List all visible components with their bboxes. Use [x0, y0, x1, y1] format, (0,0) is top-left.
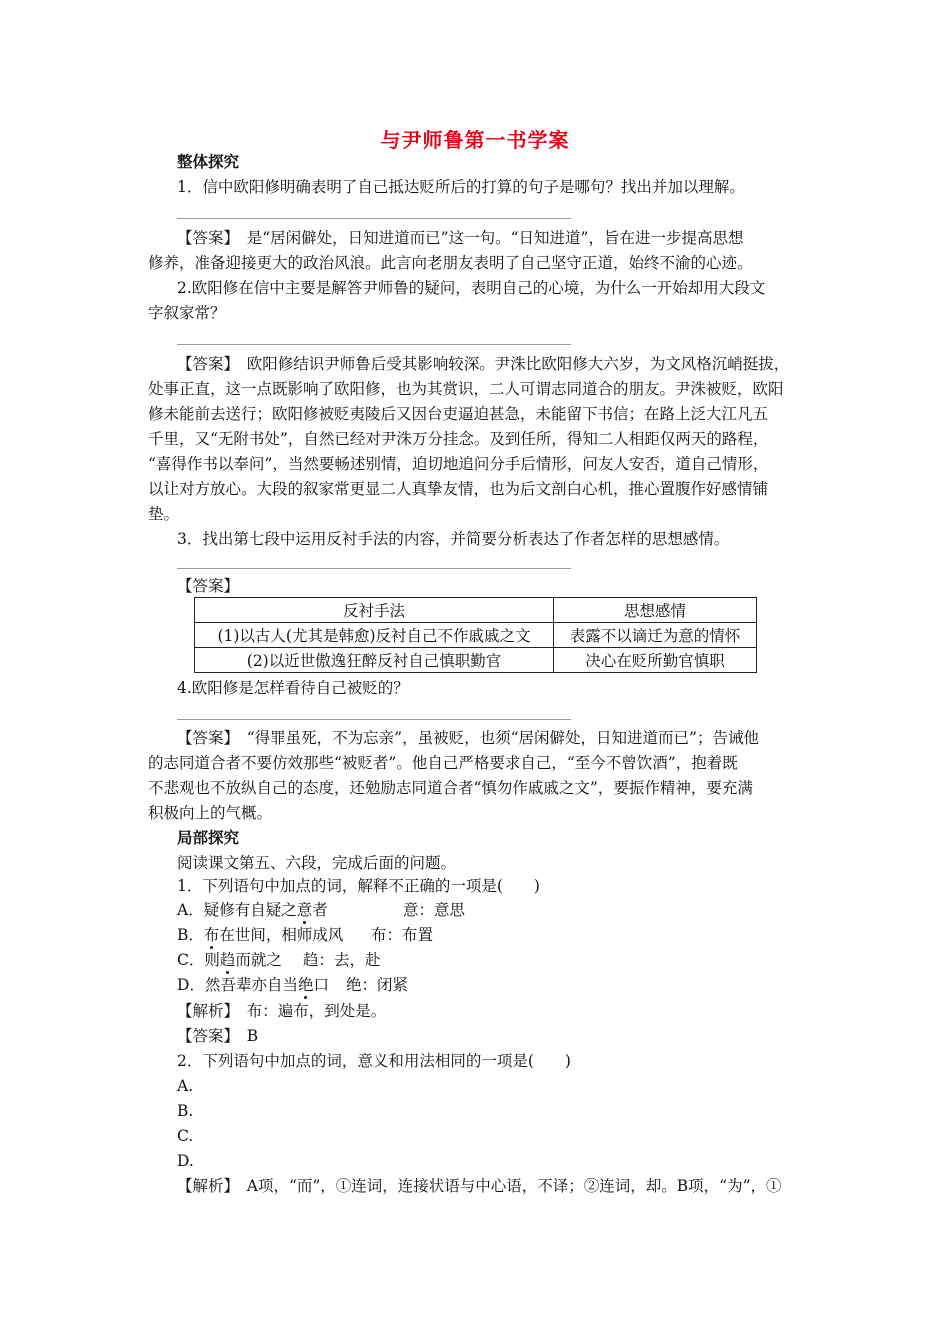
- option-b-gloss: 布：布置: [371, 926, 434, 944]
- option-a: [177, 900, 328, 920]
- option-label: A.: [177, 1077, 194, 1095]
- question-2-line: 字叙家常？: [148, 304, 226, 322]
- option-c-gloss: 趋：去，赴: [303, 951, 381, 969]
- option-text: 口: [313, 976, 329, 994]
- practice-question-2: 2．下列语句中加点的词，意义和用法相同的一项是( ): [177, 1052, 571, 1070]
- table-cell: (2)以近世傲逸狂醉反衬自己慎职勤官: [195, 648, 554, 673]
- question-3: 3．找出第七段中运用反衬手法的内容，并简要分析表达了作者怎样的思想感情。: [177, 530, 730, 548]
- dotted-word: 绝: [297, 976, 314, 994]
- section-heading-local: 局部探究: [177, 829, 240, 847]
- option-label: B.: [177, 1102, 194, 1120]
- dotted-word: 趋: [219, 951, 236, 969]
- question-4: 4.欧阳修是怎样看待自己被贬的？: [177, 679, 409, 697]
- table-header-cell: 思想感情: [554, 598, 757, 623]
- option-d-gloss: 绝：闭紧: [346, 976, 409, 994]
- table-row: [195, 648, 757, 673]
- answer-blank-line: [177, 218, 571, 219]
- answer-table: [194, 597, 757, 673]
- table-row: [195, 623, 757, 648]
- section-heading-overall: 整体探究: [177, 153, 240, 171]
- practice-question-1: 1．下列语句中加点的词，解释不正确的一项是( ): [177, 877, 540, 895]
- option-text: 而就之: [235, 951, 282, 969]
- table-header-row: [195, 598, 757, 623]
- answer-3-label: 【答案】: [177, 577, 240, 595]
- analysis-1: 【解析】 布：遍布，到处是。: [177, 1002, 387, 1020]
- option-text: 在世间，相师成风: [219, 926, 344, 944]
- table-cell: (1)以古人(尤其是韩愈)反衬自己不作戚戚之文: [195, 623, 554, 648]
- option-label: C.: [177, 1127, 194, 1145]
- question-1: 1．信中欧阳修明确表明了自己抵达贬所后的打算的句子是哪句？找出并加以理解。: [177, 178, 745, 196]
- answer-blank-line: [177, 344, 571, 345]
- option-text: 然吾辈亦自当: [204, 976, 298, 994]
- question-2-line: 2.欧阳修在信中主要是解答尹师鲁的疑问，表明自己的心境，为什么一开始却用大段文: [177, 279, 766, 297]
- option-text: 者: [312, 901, 328, 919]
- option-a-gloss: 意：意思: [403, 901, 466, 919]
- answer-blank-line: [177, 568, 571, 569]
- answer-2-line: 千里，又“无附书处”，自然已经对尹洙万分挂念。及到任所，得知二人相距仅两天的路程，: [148, 430, 769, 448]
- dotted-word: 布: [203, 926, 220, 944]
- option-d: [177, 975, 329, 995]
- table-cell: 决心在贬所勤官慎职: [554, 648, 757, 673]
- answer-4-line: 的志同道合者不要仿效那些“被贬者”。他自己严格要求自己，“至今不曾饮酒”，抱着既: [148, 754, 738, 772]
- reading-instruction: 阅读课文第五、六段，完成后面的问题。: [177, 854, 457, 872]
- page-title: 与尹师鲁第一书学案: [380, 128, 570, 152]
- table-cell: 表露不以谪迁为意的情怀: [554, 623, 757, 648]
- answer-2-line: 垫。: [148, 505, 180, 523]
- answer-4-line: 【答案】 “得罪虽死，不为忘亲”，虽被贬，也须“居闲僻处，日知进道而已”；告诫他: [177, 729, 759, 747]
- answer-2-line: 【答案】 欧阳修结识尹师鲁后受其影响较深。尹洙比欧阳修大六岁，为文风格沉峭挺拔，: [177, 355, 790, 373]
- answer-2-line: 以让对方放心。大段的叙家常更显二人真挚友情，也为后文剖白心机，推心置腹作好感情铺: [148, 480, 769, 498]
- option-text: 疑修有自疑之: [203, 901, 297, 919]
- analysis-2: 【解析】 A项，“而”，①连词，连接状语与中心语，不译；②连词，却。B项，“为”，①: [177, 1177, 782, 1195]
- dotted-word: 意: [296, 901, 313, 919]
- answer-2-line: 修未能前去送行；欧阳修被贬夷陵后又因台吏逼迫甚急，未能留下书信；在路上泛大江凡五: [148, 405, 769, 423]
- answer-blank-line: [177, 719, 571, 720]
- answer-practice-1: 【答案】 B: [177, 1027, 259, 1045]
- answer-4-line: 不悲观也不放纵自己的态度，还勉励志同道合者“慎勿作戚戚之文”，要振作精神，要充满: [148, 779, 753, 797]
- option-label: C．: [177, 951, 205, 969]
- option-label: B．: [177, 926, 204, 944]
- option-c: [177, 950, 282, 970]
- answer-1-line: 修养，准备迎接更大的政治风浪。此言向老朋友表明了自己坚守正道，始终不渝的心迹。: [148, 254, 753, 272]
- answer-2-line: 处事正直，这一点既影响了欧阳修，也为其赏识，二人可谓志同道合的朋友。尹洙被贬，欧阳: [148, 380, 784, 398]
- option-b: [177, 925, 343, 945]
- option-label: D．: [177, 976, 205, 994]
- option-text: 则: [204, 951, 220, 969]
- table-header-cell: 反衬手法: [195, 598, 554, 623]
- option-label: D.: [177, 1152, 194, 1170]
- answer-1-line: 【答案】 是“居闲僻处，日知进道而已”这一句。“日知进道”，旨在进一步提高思想: [177, 229, 744, 247]
- answer-2-line: “喜得作书以奉问”，当然要畅述别情，迫切地追问分手后情形，问友人安否，道自己情形，: [148, 455, 769, 473]
- option-label: A．: [177, 901, 204, 919]
- answer-4-line: 积极向上的气概。: [148, 804, 273, 822]
